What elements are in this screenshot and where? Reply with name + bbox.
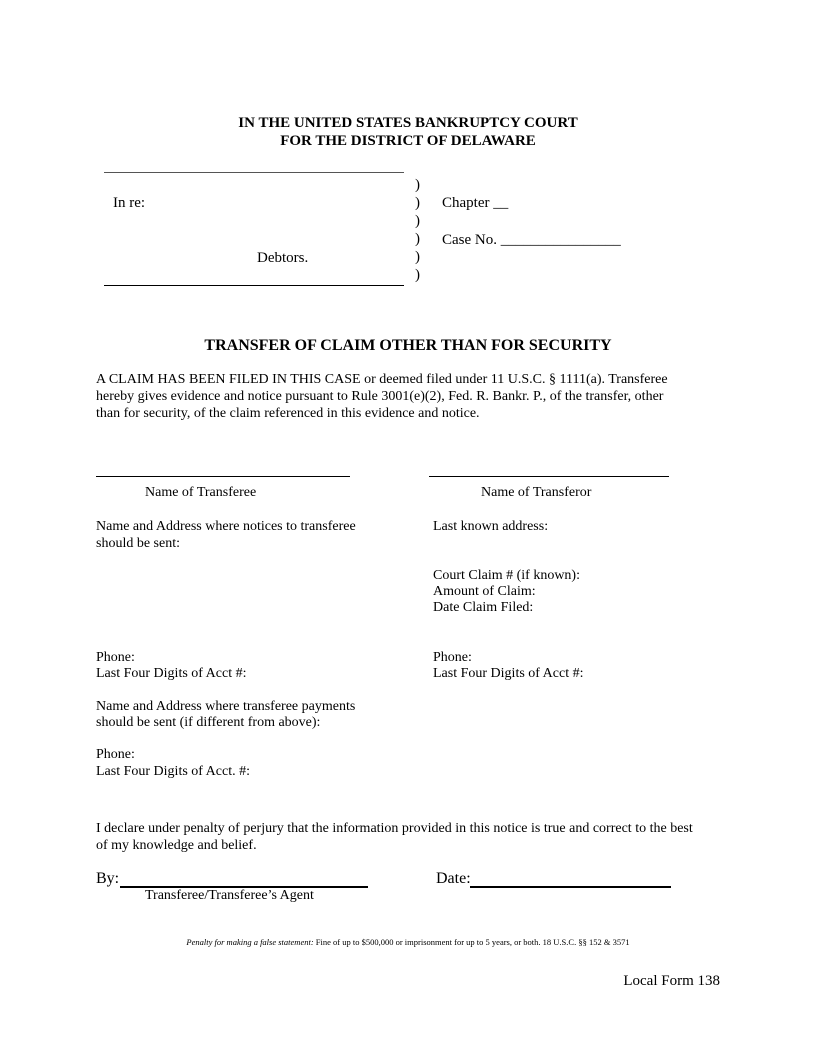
transferee-payments-label: should be sent (if different from above): [96, 715, 321, 730]
caption-paren: ) [415, 231, 420, 247]
by-label: By: [96, 870, 120, 887]
transferee-notices-label: Name and Address where notices to transferee [96, 519, 356, 534]
intro-line: A CLAIM HAS BEEN FILED IN THIS CASE or deemed filed under 11 U.S.C. § 1111(a). Transferee [96, 372, 668, 387]
date-claim-filed-label: Date Claim Filed: [433, 600, 534, 615]
transferee-notices-label: should be sent: [96, 536, 180, 551]
caption-paren: ) [415, 213, 420, 229]
transferee-name-label: Name of Transferee [145, 485, 257, 500]
transferee-phone-label: Phone: [96, 650, 135, 665]
intro-line: than for security, of the claim referenced in this evidence and notice. [96, 406, 480, 421]
transferor-address-label: Last known address: [433, 519, 549, 534]
caption-paren: ) [415, 195, 420, 211]
caption-paren: ) [415, 249, 420, 265]
caption-bottom-rule [104, 285, 404, 286]
transferor-name-line [429, 476, 669, 477]
form-number: Local Form 138 [623, 973, 720, 989]
court-claim-label: Court Claim # (if known): [433, 568, 580, 583]
transferee-name-line [96, 476, 350, 477]
transferee-payments-label: Name and Address where transferee payments [96, 699, 356, 714]
penalty-text: Fine of up to $500,000 or imprisonment for up to 5 years, or both. 18 U.S.C. §§ 152 & 3571 [313, 937, 630, 947]
declaration-line: of my knowledge and belief. [96, 838, 257, 853]
caption-paren: ) [415, 177, 420, 193]
chapter-field: Chapter __ [442, 195, 509, 211]
date-label: Date: [436, 870, 471, 887]
caption-paren: ) [415, 267, 420, 283]
in-re-label: In re: [113, 195, 146, 211]
transferee-acct-label: Last Four Digits of Acct #: [96, 666, 247, 681]
debtors-label: Debtors. [257, 250, 309, 266]
transferor-phone-label: Phone: [433, 650, 472, 665]
date-line [470, 886, 671, 888]
transferee-phone2-label: Phone: [96, 747, 135, 762]
penalty-label: Penalty for making a false statement: [186, 937, 314, 947]
transferor-acct-label: Last Four Digits of Acct #: [433, 666, 584, 681]
declaration-line: I declare under penalty of perjury that the information provided in this notice is true and correct to the best [96, 821, 693, 836]
caption-top-rule [104, 172, 404, 173]
amount-of-claim-label: Amount of Claim: [433, 584, 536, 599]
transferee-acct2-label: Last Four Digits of Acct. #: [96, 764, 250, 779]
case-number-field: Case No. ________________ [442, 232, 621, 248]
transferor-name-label: Name of Transferor [481, 485, 592, 500]
court-name: IN THE UNITED STATES BANKRUPTCY COURT [238, 115, 578, 131]
court-district: FOR THE DISTRICT OF DELAWARE [280, 133, 536, 149]
form-title: TRANSFER OF CLAIM OTHER THAN FOR SECURITY [204, 337, 612, 354]
agent-label: Transferee/Transferee’s Agent [145, 888, 314, 903]
penalty-note [0, 937, 816, 948]
intro-line: hereby gives evidence and notice pursuant to Rule 3001(e)(2), Fed. R. Bankr. P., of the transfer, other [96, 389, 664, 404]
